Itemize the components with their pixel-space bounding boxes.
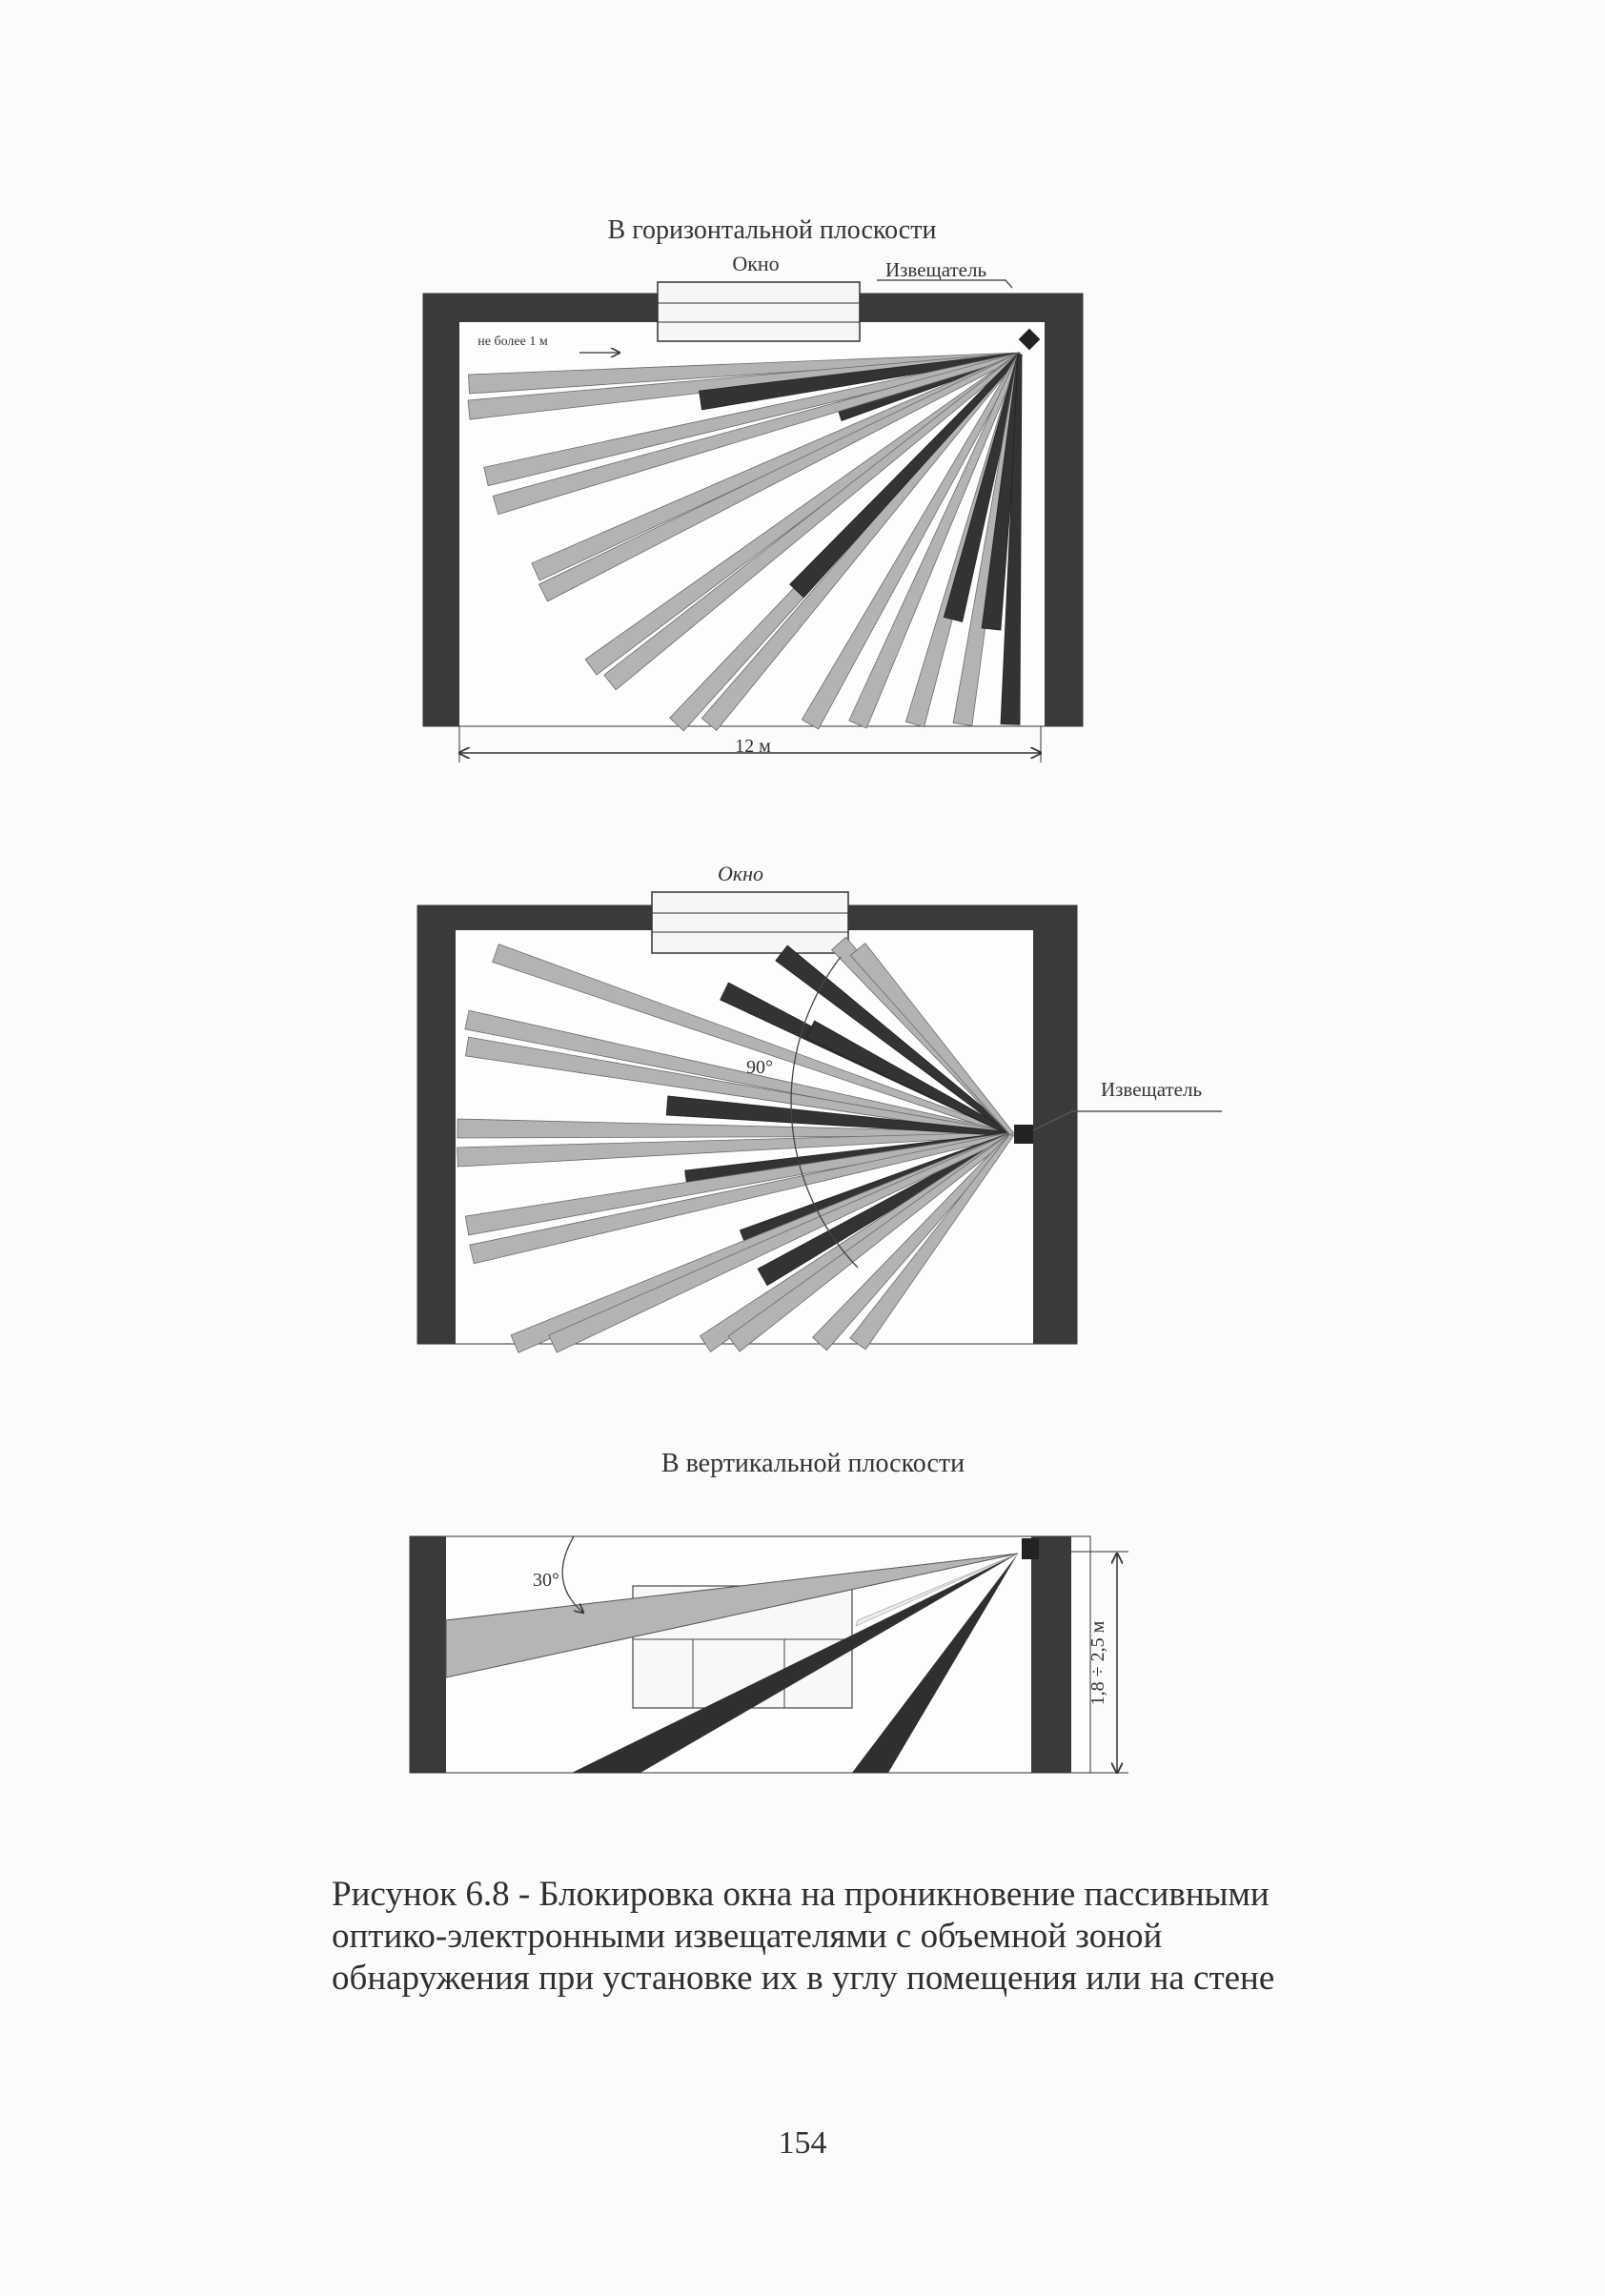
detector-icon	[1022, 1538, 1039, 1559]
wall-left	[423, 294, 459, 726]
detector-icon	[1014, 1125, 1033, 1144]
wall-left	[410, 1536, 446, 1773]
detector-label: Извещатель	[1100, 1078, 1203, 1101]
window-label: Окно	[732, 252, 780, 275]
diagram-horizontal-wall	[417, 862, 1222, 1352]
diagram-vertical	[410, 1449, 1128, 1773]
height-label: 1,8 ÷ 2,5 м	[1087, 1620, 1108, 1706]
angle-label: 30°	[533, 1570, 559, 1591]
distance-note: не более 1 м	[477, 335, 548, 349]
wall-right	[1031, 1536, 1071, 1773]
detector-label: Извещатель	[884, 258, 987, 281]
angle-label: 90°	[746, 1057, 773, 1078]
window	[658, 282, 860, 341]
window-label: Окно	[717, 862, 764, 885]
wall-left	[417, 905, 456, 1344]
detector-leader-line	[877, 280, 1012, 288]
figure-caption: Рисунок 6.8 - Блокировка окна на проникновение пассивными оптико-электронными извещателями с объемной зоной обнаружения при установке их в углу помещения или на стене	[332, 1875, 1275, 1998]
width-label: 12 м	[735, 736, 771, 757]
diagram-title-vertical: В вертикальной плоскости	[660, 1449, 965, 1478]
diagram-title-horizontal: В горизонтальной плоскости	[607, 215, 937, 245]
diagram-horizontal-corner	[423, 215, 1083, 762]
wall-right	[1033, 905, 1077, 1344]
page-number: 154	[778, 2125, 827, 2161]
window	[652, 892, 848, 953]
wall-right	[1045, 294, 1083, 726]
